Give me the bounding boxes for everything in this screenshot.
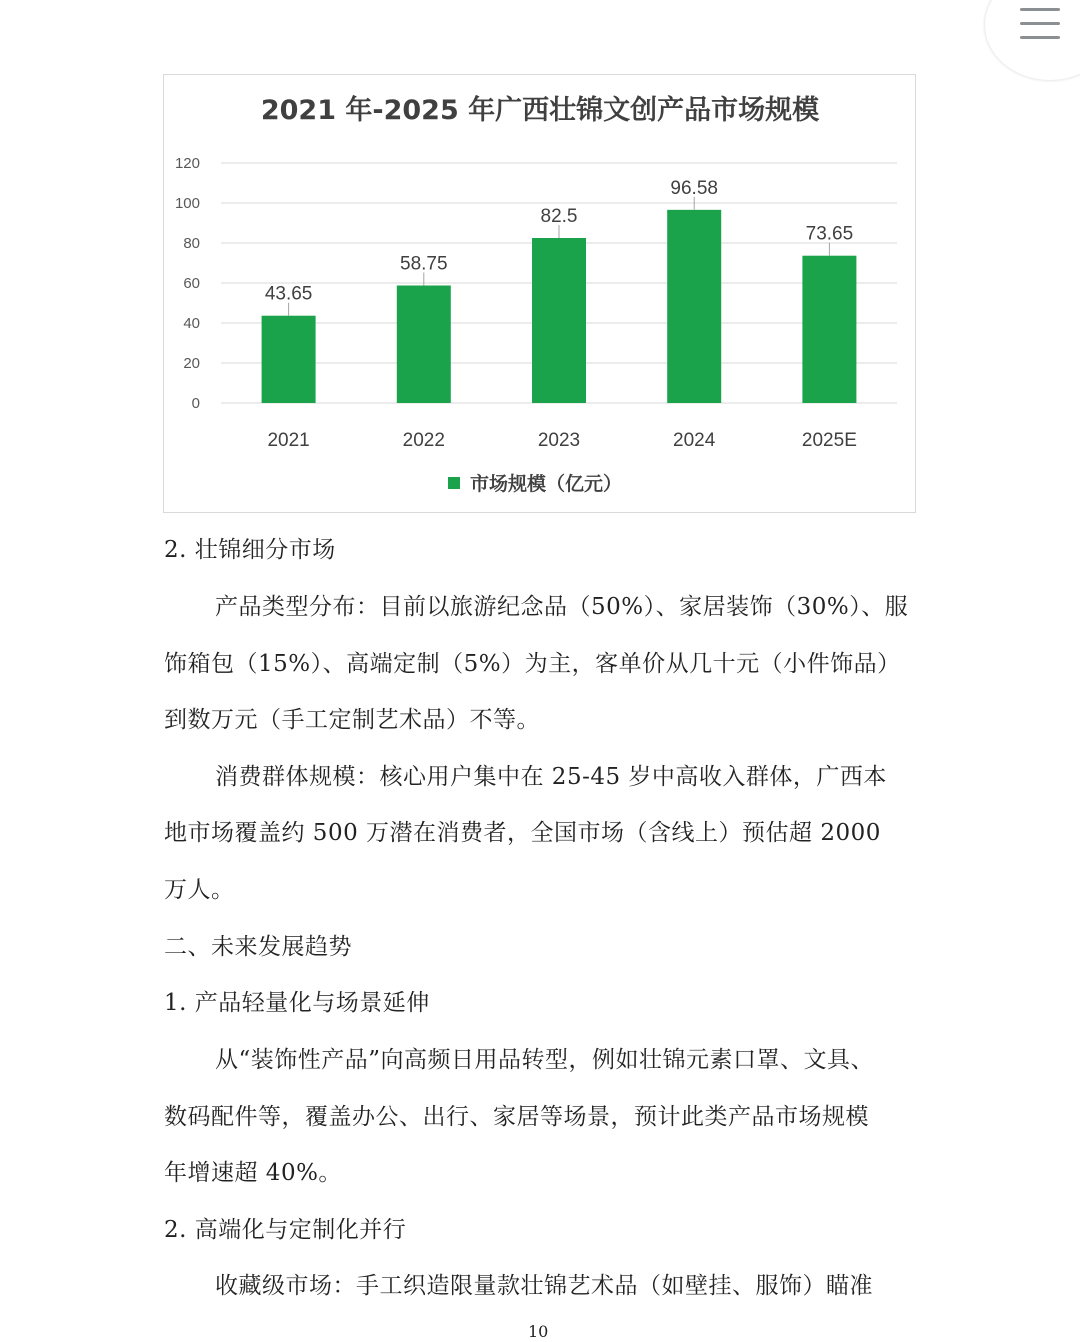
- y-tick-label: 0: [191, 395, 200, 412]
- para1-line3: 到数万元（手工定制艺术品）不等。: [164, 707, 540, 733]
- x-axis-ticks: [267, 430, 856, 451]
- y-tick-label: 100: [174, 195, 200, 212]
- page-number: 10: [528, 1322, 549, 1341]
- y-tick-label: 120: [174, 155, 200, 172]
- bar-2024: [667, 210, 721, 403]
- subheading-trend-1: 1. 产品轻量化与场景延伸: [164, 990, 430, 1016]
- para1-line1: 产品类型分布：目前以旅游纪念品（50%）、家居装饰（30%）、服: [215, 594, 909, 620]
- para2-line1: 消费群体规模：核心用户集中在 25-45 岁中高收入群体，广西本: [215, 764, 887, 790]
- para3-line2: 数码配件等，覆盖办公、出行、家居等场景，预计此类产品市场规模: [164, 1104, 869, 1130]
- para1-line2: 饰箱包（15%）、高端定制（5%）为主，客单价从几十元（小件饰品）: [164, 651, 901, 677]
- data-label: 43.65: [264, 283, 313, 305]
- bar-2023: [532, 238, 586, 403]
- chart-title: 2021 年-2025 年广西壮锦文创产品市场规模: [260, 95, 820, 126]
- x-tick-label: 2021: [267, 430, 310, 451]
- para3-line3: 年增速超 40%。: [164, 1160, 342, 1186]
- x-tick-label: 2025E: [801, 430, 857, 451]
- x-tick-label: 2024: [673, 430, 716, 451]
- section-heading-future-trends: 二、未来发展趋势: [164, 934, 352, 960]
- x-tick-label: 2022: [402, 430, 445, 451]
- data-label: 96.58: [670, 177, 718, 199]
- chart-bars: [262, 178, 857, 403]
- chart-canvas: [164, 75, 917, 514]
- x-tick-label: 2023: [537, 430, 581, 451]
- legend-label: 市场规模（亿元）: [470, 473, 623, 495]
- data-label: 82.5: [540, 206, 578, 227]
- y-axis-ticks: [175, 155, 200, 412]
- bar-2022: [397, 286, 451, 404]
- bar-2021: [262, 316, 316, 403]
- para2-line3: 万人。: [164, 877, 235, 903]
- y-tick-label: 60: [183, 275, 200, 292]
- subheading-trend-2: 2. 高端化与定制化并行: [164, 1217, 407, 1243]
- para3-line1: 从“装饰性产品”向高频日用品转型，例如壮锦元素口罩、文具、: [215, 1047, 875, 1073]
- market-size-chart: [163, 74, 916, 513]
- y-tick-label: 40: [183, 315, 200, 332]
- y-tick-label: 20: [183, 355, 200, 372]
- menu-button[interactable]: [985, 0, 1080, 80]
- y-tick-label: 80: [183, 235, 200, 252]
- data-label: 73.65: [805, 223, 854, 245]
- subheading-segment-market: 2. 壮锦细分市场: [164, 537, 336, 563]
- data-label: 58.75: [400, 253, 448, 275]
- para2-line2: 地市场覆盖约 500 万潜在消费者，全国市场（含线上）预估超 2000: [164, 820, 881, 846]
- bar-2025E: [802, 256, 856, 403]
- legend-swatch: [448, 477, 460, 489]
- para4-line1: 收藏级市场：手工织造限量款壮锦艺术品（如壁挂、服饰）瞄准: [215, 1273, 873, 1299]
